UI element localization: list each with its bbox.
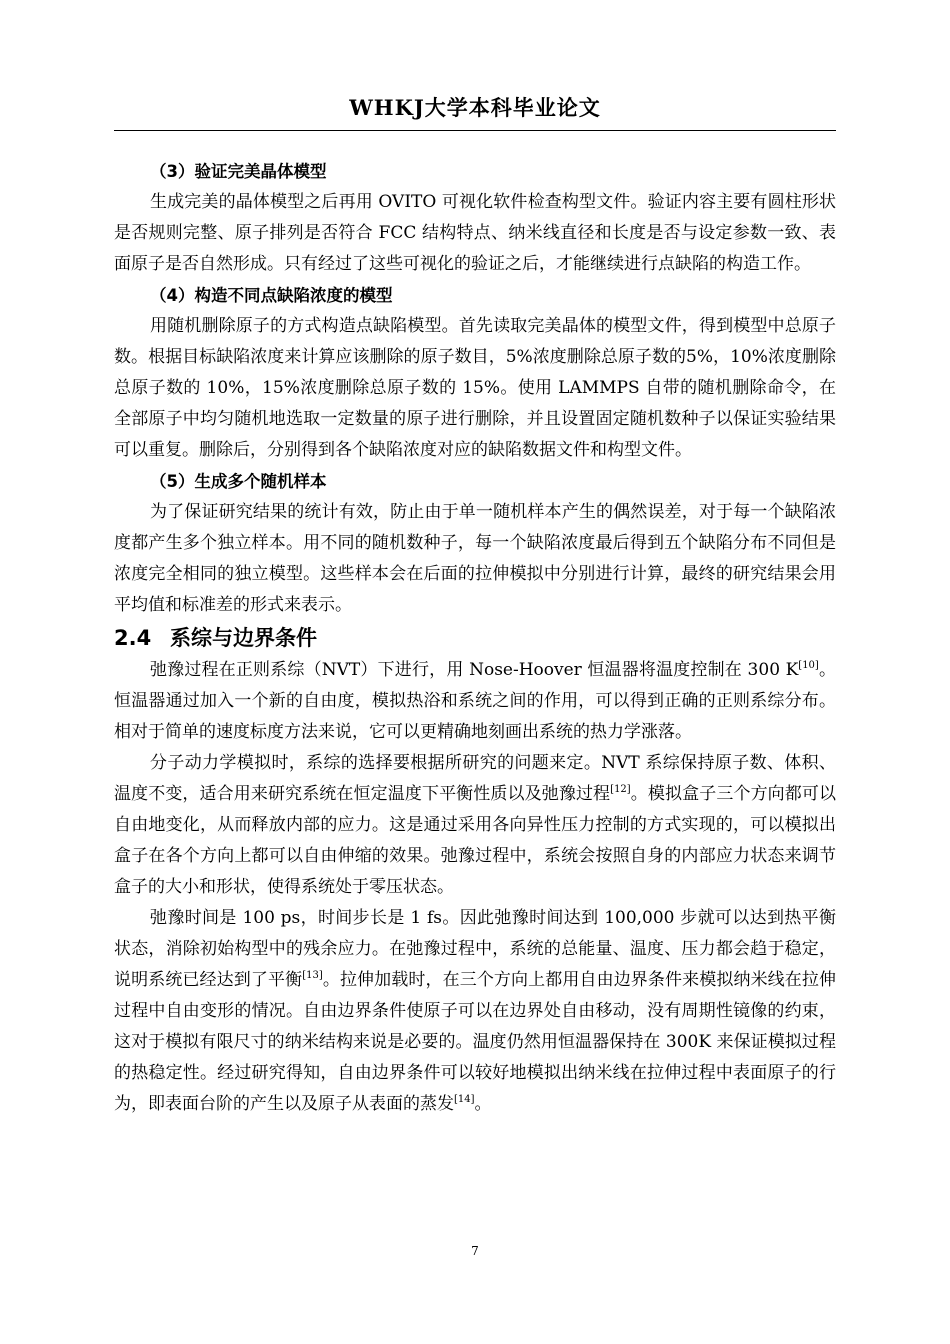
subheading-3: （3）验证完美晶体模型 <box>150 162 327 181</box>
header-rule <box>114 130 836 131</box>
paragraph-verify-model: 生成完美的晶体模型之后再用 OVITO 可视化软件检查构型文件。验证内容主要有圆柱形状是否规则完整、原子排列是否符合 FCC 结构特点、纳米线直径和长度是否与设定参数一致、表面原子是否自然形成。只有经过了这些可视化的验证之后，才能继续进行点缺陷的构造工作。 <box>114 192 836 274</box>
section-title: 系综与边界条件 <box>170 626 317 650</box>
text-run: 分子动力学模拟时，系综的选择要根据所研究的问题来定。NVT 系综保持原子数、体积、温度不变，适合用来研究系统在恒定温度下平衡性质以及弛豫过程 <box>114 753 836 804</box>
page-header-title: WHKJ大学本科毕业论文 <box>349 95 601 120</box>
text-run: 。模拟盒子三个方向都可以自由地变化，从而释放内部的应力。这是通过采用各向异性压力控制的方式实现的，可以模拟出盒子在各个方向上都可以自由伸缩的效果。弛豫过程中，系统会按照自身的内部应力状态来调节盒子的大小和形状，使得系统处于零压状态。 <box>114 784 837 897</box>
text-run: 。恒温器通过加入一个新的自由度，模拟热浴和系统之间的作用，可以得到正确的正则系综分布。相对于简单的速度标度方法来说，它可以更精确地刻画出系统的热力学涨落。 <box>114 660 837 742</box>
page-number: 7 <box>471 1244 479 1258</box>
citation-ref: [10] <box>798 660 819 671</box>
paragraph-relaxation-time <box>114 903 836 1120</box>
text-run: 。拉伸加载时，在三个方向上都用自由边界条件来模拟纳米线在拉伸过程中自由变形的情况。自由边界条件使原子可以在边界处自由移动，没有周期性镜像的约束，这对于模拟有限尺寸的纳米结构来说是必要的。温度仍然用恒温器保持在 300K 来保证模拟过程的热稳定性。经过研究得知，自由边界条件可以较好地模拟出纳米线在拉伸过程中表面原子的行为，即表面台阶的产生以及原子从表面的蒸发 <box>114 970 837 1114</box>
paragraph-ensemble-choice <box>114 748 836 903</box>
page-body <box>114 156 836 1120</box>
subheading-4: （4）构造不同点缺陷浓度的模型 <box>150 286 393 305</box>
section-number: 2.4 <box>114 626 152 650</box>
citation-ref: [13] <box>302 970 323 981</box>
section-heading <box>114 621 836 655</box>
text-run: 。 <box>474 1094 492 1114</box>
paragraph-nvt-relaxation <box>114 655 836 748</box>
subheading-5: （5）生成多个随机样本 <box>150 472 327 491</box>
paragraph-defect-model: 用随机删除原子的方式构造点缺陷模型。首先读取完美晶体的模型文件，得到模型中总原子数。根据目标缺陷浓度来计算应该删除的原子数目，5%浓度删除总原子数的5%，10%浓度删除总原子数的 10%，15%浓度删除总原子数的 15%。使用 LAMMPS 自带的随机删除命令，在全部原子中均匀随机地选取一定数量的原子进行删除，并且设置固定随机数种子以保证实验结果可以重复。删除后，分别得到各个缺陷浓度对应的缺陷数据文件和构型文件。 <box>114 316 836 460</box>
text-run: 弛豫过程在正则系综（NVT）下进行，用 Nose-Hoover 恒温器将温度控制在 300 K <box>150 660 799 680</box>
paragraph-random-samples: 为了保证研究结果的统计有效，防止由于单一随机样本产生的偶然误差，对于每一个缺陷浓度都产生多个独立样本。用不同的随机数种子，每一个缺陷浓度最后得到五个缺陷分布不同但是浓度完全相同的独立模型。这些样本会在后面的拉伸模拟中分别进行计算，最终的研究结果会用平均值和标准差的形式来表示。 <box>114 502 836 615</box>
citation-ref: [14] <box>454 1094 475 1105</box>
citation-ref: [12] <box>610 784 631 795</box>
text-run: 弛豫时间是 100 ps，时间步长是 1 fs。因此弛豫时间达到 100,000 步就可以达到热平衡状态，消除初始构型中的残余应力。在弛豫过程中，系统的总能量、温度、压力都会趋于稳定，说明系统已经达到了平衡 <box>114 908 836 990</box>
